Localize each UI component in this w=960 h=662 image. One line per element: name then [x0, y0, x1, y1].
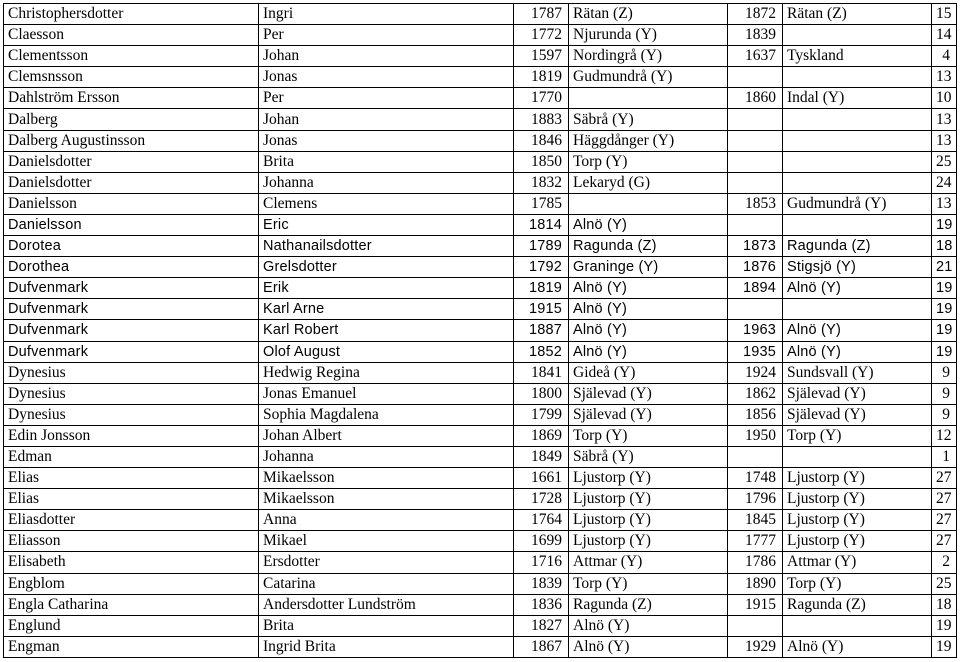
death-place-cell — [783, 299, 932, 320]
birth-year-cell: 1836 — [514, 594, 569, 615]
death-year-cell: 1845 — [728, 510, 783, 531]
birth-year-cell: 1814 — [514, 214, 569, 235]
given-name-cell: Erik — [259, 278, 514, 299]
table-row — [4, 425, 957, 446]
death-year-cell: 1929 — [728, 636, 783, 657]
death-place-cell: Alnö (Y) — [783, 320, 932, 341]
count-cell: 27 — [932, 468, 957, 489]
given-name-cell: Johanna — [259, 446, 514, 467]
table-row — [4, 404, 957, 425]
birth-year-cell: 1819 — [514, 67, 569, 88]
birth-place-cell: Häggdånger (Y) — [569, 130, 728, 151]
table-row — [4, 214, 957, 235]
death-year-cell: 1876 — [728, 257, 783, 278]
death-year-cell — [728, 214, 783, 235]
given-name-cell: Sophia Magdalena — [259, 404, 514, 425]
count-cell: 24 — [932, 172, 957, 193]
death-place-cell: Torp (Y) — [783, 573, 932, 594]
birth-year-cell: 1846 — [514, 130, 569, 151]
surname-cell: Eliasdotter — [4, 510, 259, 531]
death-place-cell: Gudmundrå (Y) — [783, 193, 932, 214]
count-cell: 4 — [932, 46, 957, 67]
count-cell: 19 — [932, 320, 957, 341]
birth-place-cell: Attmar (Y) — [569, 552, 728, 573]
birth-place-cell: Ljustorp (Y) — [569, 510, 728, 531]
birth-year-cell: 1799 — [514, 404, 569, 425]
count-cell: 15 — [932, 4, 957, 25]
table-row — [4, 531, 957, 552]
death-place-cell: Ragunda (Z) — [783, 594, 932, 615]
death-place-cell: Alnö (Y) — [783, 341, 932, 362]
count-cell: 27 — [932, 531, 957, 552]
death-year-cell: 1856 — [728, 404, 783, 425]
death-place-cell — [783, 214, 932, 235]
table-row — [4, 615, 957, 636]
table-row — [4, 67, 957, 88]
birth-place-cell: Själevad (Y) — [569, 404, 728, 425]
surname-cell: Claesson — [4, 25, 259, 46]
given-name-cell: Jonas — [259, 130, 514, 151]
death-place-cell — [783, 172, 932, 193]
death-place-cell: Sundsvall (Y) — [783, 362, 932, 383]
table-row — [4, 299, 957, 320]
count-cell: 19 — [932, 214, 957, 235]
death-place-cell: Ljustorp (Y) — [783, 510, 932, 531]
given-name-cell: Olof August — [259, 341, 514, 362]
birth-place-cell: Torp (Y) — [569, 425, 728, 446]
given-name-cell: Clemens — [259, 193, 514, 214]
birth-year-cell: 1827 — [514, 615, 569, 636]
table-row — [4, 25, 957, 46]
count-cell: 27 — [932, 510, 957, 531]
given-name-cell: Mikael — [259, 531, 514, 552]
count-cell: 1 — [932, 446, 957, 467]
given-name-cell: Brita — [259, 615, 514, 636]
death-place-cell — [783, 25, 932, 46]
table-row — [4, 236, 957, 257]
birth-place-cell: Njurunda (Y) — [569, 25, 728, 46]
given-name-cell: Per — [259, 25, 514, 46]
birth-place-cell: Ljustorp (Y) — [569, 531, 728, 552]
surname-cell: Dalberg Augustinsson — [4, 130, 259, 151]
birth-place-cell: Rätan (Z) — [569, 4, 728, 25]
death-year-cell: 1853 — [728, 193, 783, 214]
death-place-cell — [783, 151, 932, 172]
death-year-cell: 1839 — [728, 25, 783, 46]
given-name-cell: Mikaelsson — [259, 489, 514, 510]
birth-year-cell: 1661 — [514, 468, 569, 489]
death-year-cell — [728, 446, 783, 467]
table-row — [4, 383, 957, 404]
table-row — [4, 552, 957, 573]
birth-place-cell: Gideå (Y) — [569, 362, 728, 383]
death-year-cell — [728, 615, 783, 636]
given-name-cell: Brita — [259, 151, 514, 172]
given-name-cell: Catarina — [259, 573, 514, 594]
given-name-cell: Grelsdotter — [259, 257, 514, 278]
birth-place-cell: Säbrå (Y) — [569, 446, 728, 467]
given-name-cell: Johan Albert — [259, 425, 514, 446]
death-year-cell — [728, 109, 783, 130]
count-cell: 19 — [932, 341, 957, 362]
table-row — [4, 341, 957, 362]
birth-place-cell: Torp (Y) — [569, 151, 728, 172]
count-cell: 12 — [932, 425, 957, 446]
birth-year-cell: 1787 — [514, 4, 569, 25]
count-cell: 9 — [932, 404, 957, 425]
death-year-cell: 1872 — [728, 4, 783, 25]
table-row — [4, 193, 957, 214]
count-cell: 19 — [932, 278, 957, 299]
count-cell: 13 — [932, 67, 957, 88]
count-cell: 21 — [932, 257, 957, 278]
birth-year-cell: 1764 — [514, 510, 569, 531]
birth-year-cell: 1819 — [514, 278, 569, 299]
table-row — [4, 594, 957, 615]
death-place-cell: Rätan (Z) — [783, 4, 932, 25]
surname-cell: Engla Catharina — [4, 594, 259, 615]
table-row — [4, 4, 957, 25]
count-cell: 14 — [932, 25, 957, 46]
death-place-cell: Själevad (Y) — [783, 383, 932, 404]
surname-cell: Dufvenmark — [4, 320, 259, 341]
count-cell: 2 — [932, 552, 957, 573]
death-place-cell — [783, 130, 932, 151]
surname-cell: Christophersdotter — [4, 4, 259, 25]
death-place-cell: Indal (Y) — [783, 88, 932, 109]
count-cell: 19 — [932, 615, 957, 636]
death-place-cell: Tyskland — [783, 46, 932, 67]
birth-place-cell: Ragunda (Z) — [569, 236, 728, 257]
given-name-cell: Johanna — [259, 172, 514, 193]
birth-year-cell: 1841 — [514, 362, 569, 383]
death-place-cell: Alnö (Y) — [783, 278, 932, 299]
surname-cell: Danielsdotter — [4, 151, 259, 172]
birth-place-cell: Graninge (Y) — [569, 257, 728, 278]
birth-place-cell: Säbrå (Y) — [569, 109, 728, 130]
death-year-cell: 1796 — [728, 489, 783, 510]
death-year-cell: 1950 — [728, 425, 783, 446]
count-cell: 19 — [932, 299, 957, 320]
table-row — [4, 362, 957, 383]
table-row — [4, 88, 957, 109]
given-name-cell: Hedwig Regina — [259, 362, 514, 383]
birth-year-cell: 1789 — [514, 236, 569, 257]
table-row — [4, 320, 957, 341]
death-year-cell — [728, 67, 783, 88]
surname-cell: Clemsnsson — [4, 67, 259, 88]
death-year-cell: 1873 — [728, 236, 783, 257]
surname-cell: Dufvenmark — [4, 278, 259, 299]
count-cell: 9 — [932, 362, 957, 383]
death-place-cell — [783, 109, 932, 130]
birth-year-cell: 1716 — [514, 552, 569, 573]
table-row — [4, 489, 957, 510]
death-year-cell — [728, 299, 783, 320]
surname-cell: Dufvenmark — [4, 299, 259, 320]
count-cell: 25 — [932, 151, 957, 172]
birth-year-cell: 1792 — [514, 257, 569, 278]
birth-year-cell: 1852 — [514, 341, 569, 362]
surname-cell: Dorotea — [4, 236, 259, 257]
surname-cell: Dahlström Ersson — [4, 88, 259, 109]
birth-year-cell: 1839 — [514, 573, 569, 594]
given-name-cell: Karl Robert — [259, 320, 514, 341]
table-row — [4, 278, 957, 299]
given-name-cell: Johan — [259, 109, 514, 130]
surname-cell: Danielsson — [4, 193, 259, 214]
given-name-cell: Jonas Emanuel — [259, 383, 514, 404]
birth-place-cell — [569, 193, 728, 214]
death-place-cell: Ragunda (Z) — [783, 236, 932, 257]
table-body — [4, 4, 957, 658]
table-row — [4, 130, 957, 151]
birth-place-cell: Ljustorp (Y) — [569, 489, 728, 510]
count-cell: 9 — [932, 383, 957, 404]
given-name-cell: Nathanailsdotter — [259, 236, 514, 257]
birth-place-cell: Alnö (Y) — [569, 278, 728, 299]
death-place-cell: Stigsjö (Y) — [783, 257, 932, 278]
birth-place-cell: Alnö (Y) — [569, 341, 728, 362]
death-year-cell: 1924 — [728, 362, 783, 383]
count-cell: 13 — [932, 109, 957, 130]
death-year-cell: 1862 — [728, 383, 783, 404]
death-year-cell: 1963 — [728, 320, 783, 341]
death-year-cell: 1637 — [728, 46, 783, 67]
given-name-cell: Anna — [259, 510, 514, 531]
death-place-cell: Ljustorp (Y) — [783, 531, 932, 552]
count-cell: 19 — [932, 636, 957, 657]
death-year-cell: 1860 — [728, 88, 783, 109]
birth-place-cell: Ragunda (Z) — [569, 594, 728, 615]
death-year-cell: 1777 — [728, 531, 783, 552]
surname-cell: Eliasson — [4, 531, 259, 552]
surname-cell: Dufvenmark — [4, 341, 259, 362]
surname-cell: Danielsdotter — [4, 172, 259, 193]
death-place-cell: Ljustorp (Y) — [783, 489, 932, 510]
table-row — [4, 172, 957, 193]
given-name-cell: Jonas — [259, 67, 514, 88]
birth-year-cell: 1770 — [514, 88, 569, 109]
birth-year-cell: 1869 — [514, 425, 569, 446]
table-row — [4, 573, 957, 594]
birth-year-cell: 1597 — [514, 46, 569, 67]
given-name-cell: Ingri — [259, 4, 514, 25]
count-cell: 13 — [932, 130, 957, 151]
surname-cell: Dynesius — [4, 404, 259, 425]
birth-year-cell: 1728 — [514, 489, 569, 510]
death-place-cell: Torp (Y) — [783, 425, 932, 446]
death-place-cell: Alnö (Y) — [783, 636, 932, 657]
given-name-cell: Ersdotter — [259, 552, 514, 573]
table-row — [4, 151, 957, 172]
surname-cell: Dynesius — [4, 362, 259, 383]
death-year-cell: 1890 — [728, 573, 783, 594]
death-place-cell — [783, 615, 932, 636]
given-name-cell: Johan — [259, 46, 514, 67]
birth-year-cell: 1867 — [514, 636, 569, 657]
given-name-cell: Ingrid Brita — [259, 636, 514, 657]
surname-cell: Elias — [4, 489, 259, 510]
surname-cell: Edman — [4, 446, 259, 467]
table-row — [4, 636, 957, 657]
count-cell: 18 — [932, 236, 957, 257]
death-place-cell: Ljustorp (Y) — [783, 468, 932, 489]
birth-place-cell: Ljustorp (Y) — [569, 468, 728, 489]
death-place-cell: Själevad (Y) — [783, 404, 932, 425]
genealogy-table — [3, 3, 957, 658]
birth-place-cell: Alnö (Y) — [569, 214, 728, 235]
given-name-cell: Per — [259, 88, 514, 109]
birth-place-cell — [569, 88, 728, 109]
birth-place-cell: Nordingrå (Y) — [569, 46, 728, 67]
death-place-cell: Attmar (Y) — [783, 552, 932, 573]
birth-place-cell: Alnö (Y) — [569, 615, 728, 636]
given-name-cell: Eric — [259, 214, 514, 235]
birth-year-cell: 1850 — [514, 151, 569, 172]
birth-place-cell: Torp (Y) — [569, 573, 728, 594]
table-row — [4, 468, 957, 489]
birth-year-cell: 1915 — [514, 299, 569, 320]
surname-cell: Engblom — [4, 573, 259, 594]
count-cell: 25 — [932, 573, 957, 594]
surname-cell: Clementsson — [4, 46, 259, 67]
birth-year-cell: 1883 — [514, 109, 569, 130]
given-name-cell: Mikaelsson — [259, 468, 514, 489]
birth-year-cell: 1772 — [514, 25, 569, 46]
surname-cell: Elias — [4, 468, 259, 489]
surname-cell: Dorothea — [4, 257, 259, 278]
death-year-cell: 1915 — [728, 594, 783, 615]
table-row — [4, 510, 957, 531]
surname-cell: Englund — [4, 615, 259, 636]
birth-year-cell: 1832 — [514, 172, 569, 193]
birth-year-cell: 1785 — [514, 193, 569, 214]
death-year-cell — [728, 151, 783, 172]
table-row — [4, 109, 957, 130]
given-name-cell: Karl Arne — [259, 299, 514, 320]
death-year-cell: 1894 — [728, 278, 783, 299]
birth-place-cell: Själevad (Y) — [569, 383, 728, 404]
death-year-cell: 1786 — [728, 552, 783, 573]
surname-cell: Elisabeth — [4, 552, 259, 573]
table-row — [4, 446, 957, 467]
death-year-cell — [728, 130, 783, 151]
count-cell: 13 — [932, 193, 957, 214]
death-place-cell — [783, 446, 932, 467]
table-row — [4, 46, 957, 67]
surname-cell: Dynesius — [4, 383, 259, 404]
table-row — [4, 257, 957, 278]
birth-year-cell: 1887 — [514, 320, 569, 341]
birth-place-cell: Gudmundrå (Y) — [569, 67, 728, 88]
surname-cell: Danielsson — [4, 214, 259, 235]
count-cell: 18 — [932, 594, 957, 615]
death-year-cell: 1935 — [728, 341, 783, 362]
surname-cell: Dalberg — [4, 109, 259, 130]
death-year-cell — [728, 172, 783, 193]
birth-place-cell: Alnö (Y) — [569, 320, 728, 341]
death-year-cell: 1748 — [728, 468, 783, 489]
birth-year-cell: 1849 — [514, 446, 569, 467]
given-name-cell: Andersdotter Lundström — [259, 594, 514, 615]
birth-year-cell: 1699 — [514, 531, 569, 552]
birth-place-cell: Alnö (Y) — [569, 636, 728, 657]
birth-year-cell: 1800 — [514, 383, 569, 404]
count-cell: 27 — [932, 489, 957, 510]
birth-place-cell: Alnö (Y) — [569, 299, 728, 320]
death-place-cell — [783, 67, 932, 88]
birth-place-cell: Lekaryd (G) — [569, 172, 728, 193]
count-cell: 10 — [932, 88, 957, 109]
surname-cell: Engman — [4, 636, 259, 657]
surname-cell: Edin Jonsson — [4, 425, 259, 446]
